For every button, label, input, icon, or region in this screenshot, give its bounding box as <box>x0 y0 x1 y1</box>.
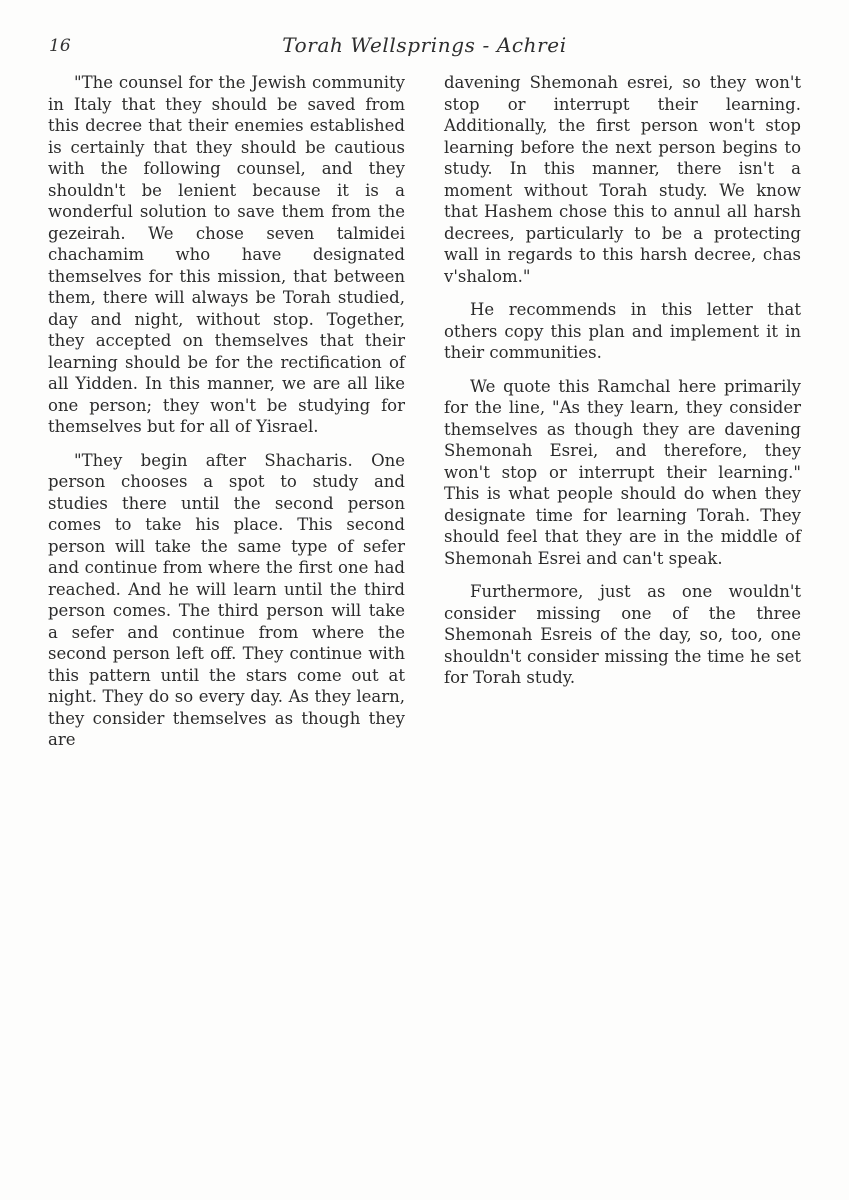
right-column <box>444 72 801 751</box>
paragraph-left-1: "The counsel for the Jewish community in Italy that they should be saved from this decree that their enemies established is certainly that they should be cautious with the following counsel, and they shouldn't be lenient because it is a wonderful solution to save them from the gezeirah. We chose seven talmidei chachamim who have designated themselves for this mission, that between them, there will always be Torah studied, day and night, without stop. Together, they accepted on themselves that their learning should be for the rectification of all Yidden. In this manner, we are all like one person; they won't be studying for themselves but for all of Yisrael. <box>48 73 405 436</box>
page-number: 16 <box>49 36 71 56</box>
text-columns <box>48 72 801 751</box>
paragraph-right-1: davening Shemonah esrei, so they won't stop or interrupt their learning. Additionally, the first person won't stop learning before the next person begins to study. In this manner, there isn't a moment without Torah study. We know that Hashem chose this to annul all harsh decrees, particularly to be a protecting wall in regards to this harsh decree, chas v'shalom." <box>444 73 801 286</box>
running-title: Torah Wellsprings - Achrei <box>282 33 567 57</box>
paragraph-right-2: He recommends in this letter that others copy this plan and implement it in their communities. <box>444 300 801 362</box>
left-column <box>48 72 405 751</box>
paragraph-right-4: Furthermore, just as one wouldn't consider missing one of the three Shemonah Esreis of the day, so, too, one shouldn't consider missing the time he set for Torah study. <box>444 582 801 687</box>
paragraph-left-2: "They begin after Shacharis. One person chooses a spot to study and studies there until the second person comes to take his place. This second person will take the same type of sefer and continue from where the first one had reached. And he will learn until the third person comes. The third person will take a sefer and continue from where the second person left off. They continue with this pattern until the stars come out at night. They do so every day. As they learn, they consider themselves as though they are <box>48 450 405 749</box>
paragraph-right-3: We quote this Ramchal here primarily for the line, "As they learn, they consider themselves as though they are davening Shemonah Esrei, and therefore, they won't stop or interrupt their learning." This is what people should do when they designate time for learning Torah. They should feel that they are in the middle of Shemonah Esrei and can't speak. <box>444 376 801 568</box>
page-header <box>49 33 800 59</box>
